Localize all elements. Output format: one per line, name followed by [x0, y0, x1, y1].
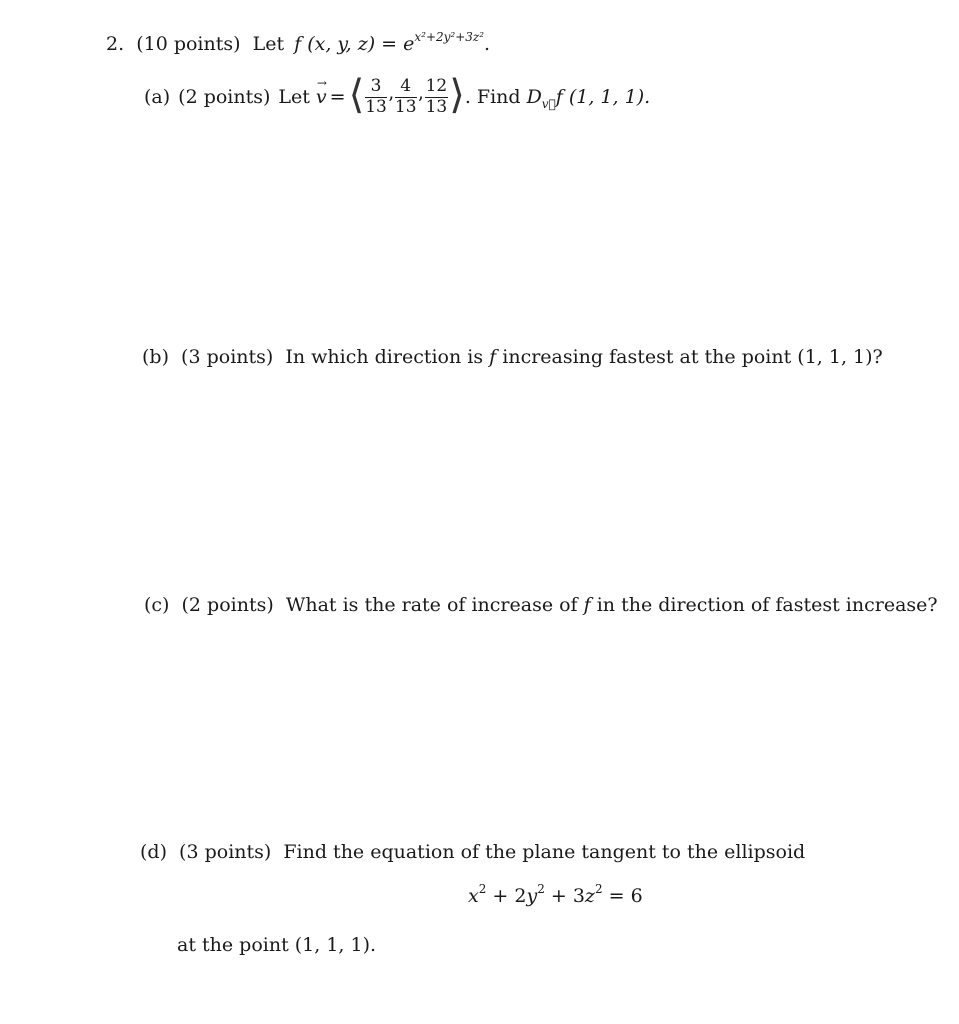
vector-v — [315, 75, 327, 108]
eq-z-square: 2 — [594, 881, 603, 896]
fraction-1-denominator: 13 — [365, 96, 387, 117]
part-b-text-after: increasing fastest at the point (1, 1, 1)? — [502, 346, 883, 368]
vector-arrow-icon: → — [316, 75, 327, 90]
part-b-text-before: In which direction is — [285, 346, 484, 368]
derivative-subscript: v⃗ — [541, 96, 556, 111]
part-b — [142, 348, 883, 367]
function-definition: f (x, y, z) = e — [294, 33, 415, 55]
fraction-1-numerator: 3 — [365, 77, 387, 98]
problem-number: 2. — [106, 33, 125, 55]
problem-let: Let — [252, 33, 285, 55]
eq-plus-2: + 2 — [486, 885, 527, 907]
problem-trailing-period: . — [484, 33, 491, 55]
part-d-text: Find the equation of the plane tangent to the ellipsoid — [283, 841, 806, 863]
part-b-f: f — [489, 346, 497, 368]
eq-rhs: = 6 — [602, 885, 643, 907]
part-c — [144, 596, 938, 615]
part-d-points: (3 points) — [179, 841, 272, 863]
part-a-let: Let — [278, 85, 310, 108]
part-b-label: (b) — [142, 346, 169, 368]
fraction-2 — [395, 77, 417, 117]
eq-z: z — [584, 885, 595, 907]
function-exponent: x²+2y²+3z² — [414, 29, 485, 44]
fraction-2-denominator: 13 — [394, 96, 417, 117]
part-a-label: (a) — [144, 85, 171, 108]
part-c-f: f — [583, 594, 591, 616]
fraction-2-numerator: 4 — [395, 77, 417, 98]
eq-plus-3: + 3 — [544, 885, 585, 907]
fraction-1 — [365, 77, 387, 117]
fraction-comma: ’ — [387, 93, 394, 115]
problem-points: (10 points) — [136, 33, 241, 55]
fraction-3-denominator: 13 — [425, 96, 448, 117]
ellipsoid-equation — [468, 881, 643, 907]
vector-equals: = — [329, 85, 346, 108]
vector-v-letter: v — [315, 85, 327, 108]
part-a-points: (2 points) — [178, 85, 271, 108]
part-d — [140, 843, 805, 862]
part-c-points: (2 points) — [181, 594, 274, 616]
part-d-label: (d) — [140, 841, 167, 863]
part-c-text-before: What is the rate of increase of — [285, 594, 578, 616]
derivative-D: D — [526, 85, 542, 108]
part-a-find: . Find — [464, 85, 521, 108]
eq-x-square: 2 — [478, 881, 487, 896]
fraction-comma: ’ — [417, 93, 424, 115]
eq-x: x — [468, 885, 479, 907]
eq-y-square: 2 — [537, 881, 545, 896]
part-c-text-after: in the direction of fastest increase? — [596, 594, 938, 616]
part-c-label: (c) — [144, 594, 170, 616]
fraction-3 — [425, 77, 449, 117]
directional-derivative — [526, 85, 651, 111]
part-a: (a) (2 points) Let v → = ⟨ $\frac{3}{13}$ ’ $\frac{4}{13}$ ’ $\frac{12}{13}$ ⟩ . Find $D_{v⃗}f$ (1, 1, 1). — [144, 72, 651, 118]
part-d-at-point: at the point (1, 1, 1). — [177, 934, 377, 956]
fraction-3-numerator: 12 — [425, 75, 448, 96]
derivative-rest: f (1, 1, 1). — [555, 85, 651, 108]
part-b-points: (3 points) — [181, 346, 274, 368]
problem-header — [106, 29, 491, 55]
eq-y: y — [526, 885, 538, 907]
